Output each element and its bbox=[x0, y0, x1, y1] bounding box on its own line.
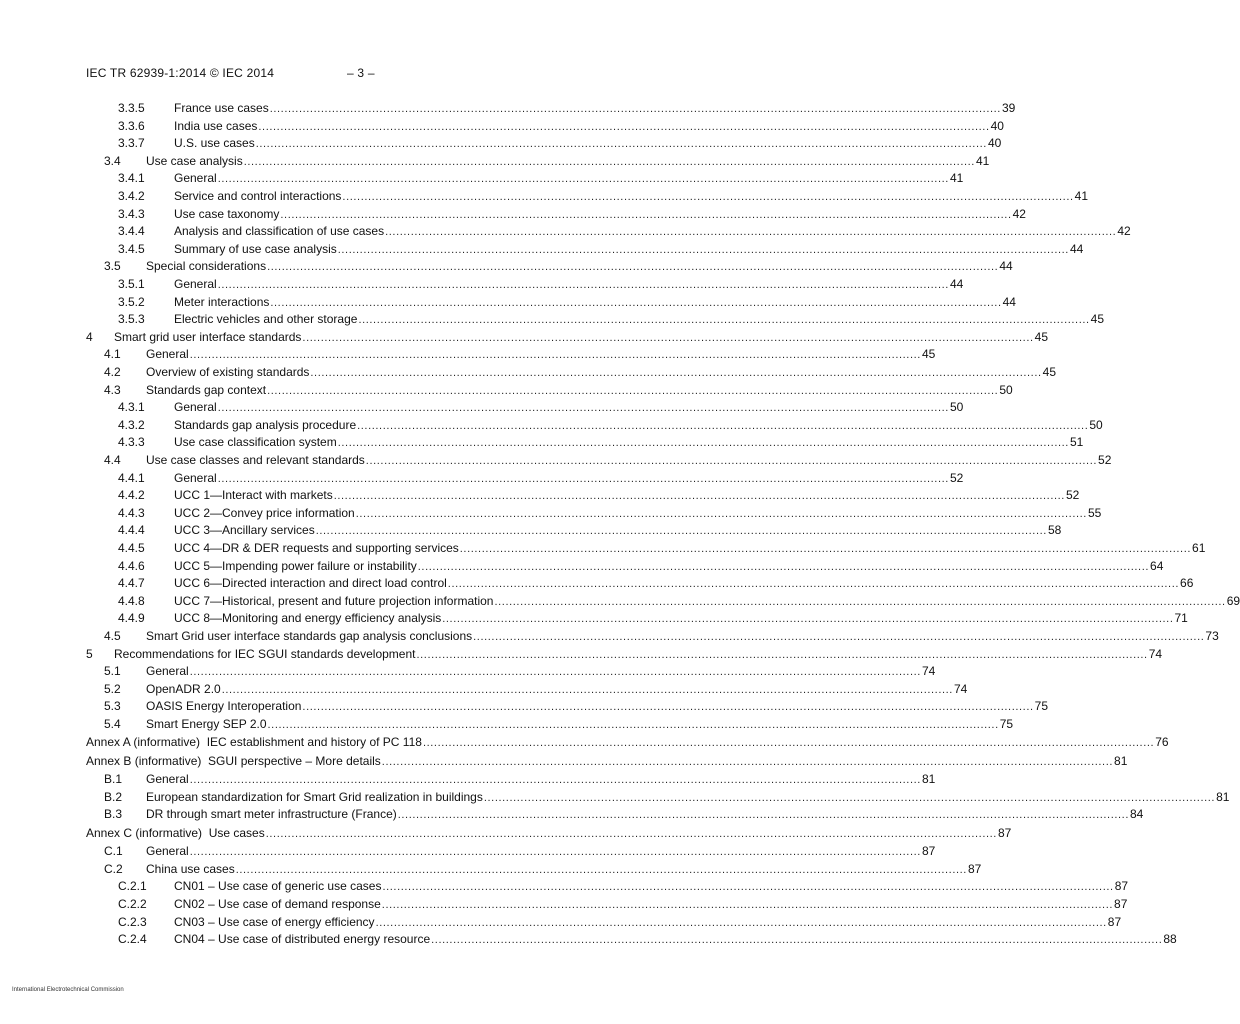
toc-entry-number: 5.3 bbox=[104, 699, 121, 714]
toc-entry-title: General bbox=[174, 470, 217, 485]
toc-entry[interactable] bbox=[86, 135, 1002, 152]
toc-entry-number: 4.2 bbox=[104, 365, 121, 379]
dot-leader: ........................................................................................................................................................................................................ bbox=[397, 809, 1129, 822]
toc-entry-number: C.2.1 bbox=[118, 879, 147, 894]
toc-entry[interactable] bbox=[86, 806, 1144, 823]
toc-entry-number: 4.4.5 bbox=[118, 541, 145, 555]
toc-entry[interactable] bbox=[86, 771, 936, 788]
toc-entry-title: CN03 – Use case of energy efficiency bbox=[174, 914, 375, 929]
toc-entry-number: 3.4.5 bbox=[118, 241, 145, 256]
toc-entry[interactable] bbox=[86, 188, 1089, 205]
toc-entry[interactable] bbox=[86, 100, 1016, 117]
toc-entry[interactable] bbox=[86, 294, 1016, 311]
toc-entry-title: General bbox=[174, 277, 217, 291]
dot-leader: ........................................................................................................................................................................................................ bbox=[217, 402, 949, 415]
toc-entry-number: 4.3.1 bbox=[118, 400, 145, 415]
dot-leader: ........................................................................................................................................................................................................ bbox=[315, 525, 1047, 538]
dot-leader: ........................................................................................................................................................................................................ bbox=[189, 666, 921, 679]
toc-entry-title: France use cases bbox=[174, 101, 269, 115]
toc-entry-number: 4 bbox=[86, 329, 93, 344]
publisher-footer: International Electrotechnical Commission bbox=[12, 987, 124, 993]
toc-entry-title: UCC 2—Convey price information bbox=[174, 505, 355, 520]
toc-entry-number: 4.4.2 bbox=[118, 488, 145, 503]
toc-entry-title: General bbox=[174, 400, 217, 415]
toc-entry[interactable] bbox=[86, 734, 1169, 751]
toc-entry-number: 4.1 bbox=[104, 347, 121, 362]
toc-entry[interactable] bbox=[86, 593, 1240, 610]
toc-entry-number: 4.4 bbox=[104, 453, 121, 467]
toc-entry-number: C.2.4 bbox=[118, 932, 147, 947]
toc-entry[interactable] bbox=[86, 206, 1026, 223]
dot-leader: ........................................................................................................................................................................................................ bbox=[375, 916, 1107, 929]
dot-leader: ........................................................................................................................................................................................................ bbox=[310, 367, 1042, 379]
toc-entry[interactable] bbox=[86, 382, 1013, 399]
toc-entry[interactable] bbox=[86, 825, 1012, 842]
toc-entry-title: General bbox=[174, 171, 217, 186]
dot-leader: ........................................................................................................................................................................................................ bbox=[358, 314, 1090, 327]
dot-leader: ........................................................................................................................................................................................................ bbox=[333, 490, 1065, 503]
dot-leader: ........................................................................................................................................................................................................ bbox=[483, 791, 1216, 804]
toc-entry-page: 52 bbox=[1065, 488, 1080, 503]
toc-entry-page: 81 bbox=[1114, 753, 1128, 768]
toc-entry[interactable] bbox=[86, 558, 1164, 575]
toc-entry[interactable] bbox=[86, 716, 1014, 733]
standard-reference: IEC TR 62939-1:2014 © IEC 2014 bbox=[86, 66, 275, 80]
toc-entry-page: 81 bbox=[921, 772, 936, 787]
toc-entry-title: General bbox=[146, 772, 189, 787]
toc-entry-page: 88 bbox=[1163, 932, 1177, 947]
toc-entry-page: 87 bbox=[1107, 914, 1122, 929]
toc-entry-page: 75 bbox=[999, 717, 1014, 731]
toc-entry-title: Smart Energy SEP 2.0 bbox=[146, 717, 267, 731]
toc-entry[interactable] bbox=[86, 878, 1129, 895]
toc-entry-title: Special considerations bbox=[146, 259, 267, 274]
toc-entry-page: 42 bbox=[1012, 206, 1026, 221]
toc-entry-page: 66 bbox=[1180, 576, 1194, 591]
toc-entry[interactable] bbox=[86, 311, 1105, 328]
toc-entry-number: 4.4.7 bbox=[118, 576, 145, 591]
toc-entry[interactable] bbox=[86, 698, 1049, 715]
toc-entry-page: 73 bbox=[1205, 629, 1219, 643]
dot-leader: ........................................................................................................................................................................................................ bbox=[265, 827, 997, 840]
toc-entry-page: 81 bbox=[1216, 789, 1230, 804]
toc-entry[interactable] bbox=[86, 170, 964, 187]
toc-entry-page: 41 bbox=[949, 171, 964, 186]
toc-entry[interactable] bbox=[86, 753, 1128, 770]
toc-entry-title: Smart grid user interface standards bbox=[114, 329, 302, 344]
toc-entry-page: 84 bbox=[1129, 807, 1144, 822]
dot-leader: ........................................................................................................................................................................................................ bbox=[267, 384, 999, 397]
toc-entry-title: CN01 – Use case of generic use cases bbox=[174, 879, 382, 894]
toc-entry-title: General bbox=[146, 347, 189, 362]
toc-entry-page: 44 bbox=[999, 259, 1013, 274]
toc-entry[interactable] bbox=[86, 223, 1131, 240]
toc-entry-title: U.S. use cases bbox=[174, 136, 255, 151]
toc-entry-page: 75 bbox=[1034, 699, 1049, 714]
toc-entry-page: 87 bbox=[1114, 897, 1128, 911]
dot-leader: ........................................................................................................................................................................................................ bbox=[235, 863, 967, 876]
toc-entry-page: 41 bbox=[1074, 189, 1089, 203]
toc-entry-title: Use case analysis bbox=[146, 153, 243, 168]
toc-entry-title: CN04 – Use case of distributed energy resource bbox=[174, 932, 431, 947]
toc-entry-page: 52 bbox=[949, 470, 964, 485]
dot-leader: ........................................................................................................................................................................................................ bbox=[382, 881, 1114, 894]
toc-entry-title: Meter interactions bbox=[174, 294, 270, 309]
toc-entry[interactable] bbox=[86, 452, 1112, 469]
dot-leader: ........................................................................................................................................................................................................ bbox=[355, 507, 1087, 520]
toc-entry-number: 4.4.9 bbox=[118, 611, 145, 626]
toc-entry[interactable] bbox=[86, 364, 1056, 381]
toc-entry-number: 3.5.2 bbox=[118, 294, 145, 309]
toc-entry-page: 87 bbox=[1114, 879, 1129, 894]
toc-entry[interactable] bbox=[86, 417, 1103, 434]
toc-entry-number: 3.4 bbox=[104, 153, 121, 168]
toc-entry-page: 87 bbox=[967, 861, 982, 876]
toc-entry-number: 4.3.2 bbox=[118, 417, 145, 432]
dot-leader: ........................................................................................................................................................................................................ bbox=[217, 472, 949, 485]
toc-entry-title: Annex A (informative) IEC establishment and history of PC 118 bbox=[86, 735, 422, 750]
toc-entry-number: 4.4.6 bbox=[118, 558, 145, 573]
toc-entry-page: 39 bbox=[1001, 101, 1016, 115]
toc-entry-number: 4.4.1 bbox=[118, 470, 145, 485]
toc-entry[interactable] bbox=[86, 276, 964, 293]
toc-entry[interactable] bbox=[86, 522, 1062, 539]
toc-entry-title: General bbox=[146, 844, 189, 859]
toc-entry-page: 58 bbox=[1047, 523, 1062, 538]
toc-entry-number: 3.5.3 bbox=[118, 312, 145, 327]
toc-entry-number: 3.3.6 bbox=[118, 118, 145, 133]
toc-entry-number: 3.3.7 bbox=[118, 136, 145, 151]
toc-entry-title: Summary of use case analysis bbox=[174, 241, 337, 256]
toc-entry[interactable] bbox=[86, 575, 1194, 592]
toc-entry-title: Smart Grid user interface standards gap analysis conclusions bbox=[146, 629, 473, 643]
dot-leader: ........................................................................................................................................................................................................ bbox=[381, 755, 1114, 768]
toc-entry-page: 74 bbox=[953, 681, 968, 696]
dot-leader: ........................................................................................................................................................................................................ bbox=[267, 261, 999, 274]
toc-entry-page: 64 bbox=[1150, 558, 1164, 573]
toc-entry-title: Use case taxonomy bbox=[174, 206, 280, 221]
toc-entry-page: 52 bbox=[1098, 453, 1112, 467]
dot-leader: ........................................................................................................................................................................................................ bbox=[365, 455, 1098, 467]
toc-entry-number: 4.4.8 bbox=[118, 593, 145, 608]
dot-leader: ........................................................................................................................................................................................................ bbox=[189, 774, 921, 787]
dot-leader: ........................................................................................................................................................................................................ bbox=[473, 631, 1205, 643]
toc-entry[interactable] bbox=[86, 241, 1084, 258]
toc-entry[interactable] bbox=[86, 896, 1128, 913]
toc-entry[interactable] bbox=[86, 346, 936, 363]
toc-entry-page: 42 bbox=[1117, 224, 1131, 239]
toc-entry-number: B.2 bbox=[104, 789, 123, 804]
dot-leader: ........................................................................................................................................................................................................ bbox=[221, 683, 953, 696]
toc-entry-number: 4.3 bbox=[104, 382, 121, 397]
toc-entry-page: 55 bbox=[1087, 505, 1102, 520]
toc-entry-title: China use cases bbox=[146, 861, 235, 876]
toc-entry-page: 44 bbox=[1002, 294, 1016, 309]
dot-leader: ........................................................................................................................................................................................................ bbox=[342, 191, 1074, 203]
toc-entry-number: C.2.3 bbox=[118, 914, 147, 929]
toc-entry-number: B.3 bbox=[104, 807, 123, 822]
toc-entry-page: 45 bbox=[1042, 365, 1056, 379]
toc-entry-page: 74 bbox=[1148, 646, 1163, 661]
toc-entry-page: 40 bbox=[987, 136, 1002, 151]
toc-entry-page: 45 bbox=[1034, 329, 1049, 344]
dot-leader: ........................................................................................................................................................................................................ bbox=[258, 120, 990, 133]
dot-leader: ........................................................................................................................................................................................................ bbox=[217, 279, 949, 291]
toc-entry-number: 4.3.3 bbox=[118, 435, 145, 450]
toc-entry[interactable] bbox=[86, 399, 964, 416]
dot-leader: ........................................................................................................................................................................................................ bbox=[267, 719, 999, 731]
toc-entry-title: UCC 4—DR & DER requests and supporting services bbox=[174, 541, 459, 555]
toc-entry-page: 44 bbox=[949, 277, 964, 291]
toc-entry-title: European standardization for Smart Grid realization in buildings bbox=[146, 789, 483, 804]
toc-entry-number: 3.4.1 bbox=[118, 171, 145, 186]
toc-entry-page: 51 bbox=[1069, 435, 1084, 450]
toc-entry-number: 3.5 bbox=[104, 259, 121, 274]
page-number: – 3 – bbox=[347, 66, 375, 80]
dot-leader: ........................................................................................................................................................................................................ bbox=[337, 437, 1069, 450]
dot-leader: ........................................................................................................................................................................................................ bbox=[189, 349, 921, 362]
toc-entry-title: Service and control interactions bbox=[174, 189, 342, 203]
toc-entry-title: Analysis and classification of use cases bbox=[174, 224, 385, 239]
toc-entry-number: 4.4.4 bbox=[118, 523, 145, 538]
toc-entry-number: B.1 bbox=[104, 772, 123, 787]
dot-leader: ........................................................................................................................................................................................................ bbox=[217, 173, 949, 186]
dot-leader: ........................................................................................................................................................................................................ bbox=[416, 648, 1148, 661]
dot-leader: ........................................................................................................................................................................................................ bbox=[302, 701, 1034, 714]
toc-entry-title: Overview of existing standards bbox=[146, 365, 310, 379]
toc-entry-page: 74 bbox=[921, 664, 936, 679]
toc-entry-page: 69 bbox=[1226, 593, 1240, 608]
dot-leader: ........................................................................................................................................................................................................ bbox=[280, 208, 1012, 221]
dot-leader: ........................................................................................................................................................................................................ bbox=[459, 543, 1192, 555]
toc-entry[interactable] bbox=[86, 329, 1049, 346]
dot-leader: ........................................................................................................................................................................................................ bbox=[189, 846, 921, 859]
toc-entry-number: C.2.2 bbox=[118, 897, 147, 911]
toc-entry[interactable] bbox=[86, 610, 1188, 627]
toc-entry-page: 61 bbox=[1192, 541, 1206, 555]
toc-entry-number: 3.3.5 bbox=[118, 101, 145, 115]
toc-entry-title: General bbox=[146, 664, 189, 679]
toc-entry-title: UCC 5—Impending power failure or instability bbox=[174, 558, 417, 573]
toc-entry[interactable] bbox=[86, 789, 1230, 806]
toc-entry[interactable] bbox=[86, 914, 1122, 931]
dot-leader: ........................................................................................................................................................................................................ bbox=[422, 737, 1155, 750]
toc-entry-page: 76 bbox=[1155, 735, 1169, 750]
toc-entry[interactable] bbox=[86, 540, 1206, 557]
toc-entry-title: Recommendations for IEC SGUI standards development bbox=[114, 646, 416, 661]
dot-leader: ........................................................................................................................................................................................................ bbox=[243, 155, 975, 168]
toc-entry-number: 3.4.2 bbox=[118, 189, 145, 203]
toc-entry-number: 5 bbox=[86, 646, 93, 661]
dot-leader: ........................................................................................................................................................................................................ bbox=[302, 331, 1034, 344]
toc-entry-page: 41 bbox=[975, 153, 990, 168]
toc-entry[interactable] bbox=[86, 505, 1102, 522]
toc-entry[interactable] bbox=[86, 843, 936, 860]
toc-entry-page: 50 bbox=[999, 382, 1013, 397]
dot-leader: ........................................................................................................................................................................................................ bbox=[442, 613, 1174, 626]
toc-entry-page: 40 bbox=[990, 118, 1004, 133]
dot-leader: ........................................................................................................................................................................................................ bbox=[494, 595, 1226, 608]
dot-leader: ........................................................................................................................................................................................................ bbox=[269, 103, 1001, 115]
toc-entry-title: Annex B (informative) SGUI perspective – More details bbox=[86, 753, 381, 768]
toc-entry-title: Standards gap analysis procedure bbox=[174, 417, 357, 432]
toc-entry[interactable] bbox=[86, 663, 936, 680]
toc-entry-title: Use case classification system bbox=[174, 435, 337, 450]
dot-leader: ........................................................................................................................................................................................................ bbox=[357, 419, 1089, 432]
dot-leader: ........................................................................................................................................................................................................ bbox=[447, 578, 1180, 591]
toc-entry[interactable] bbox=[86, 487, 1080, 504]
toc-entry-number: 4.5 bbox=[104, 629, 121, 643]
toc-entry-title: DR through smart meter infrastructure (France) bbox=[146, 807, 397, 822]
toc-entry-number: 5.2 bbox=[104, 681, 121, 696]
dot-leader: ........................................................................................................................................................................................................ bbox=[431, 934, 1163, 947]
page-header bbox=[86, 66, 646, 82]
toc-entry-title: Electric vehicles and other storage bbox=[174, 312, 358, 327]
toc-entry-number: 4.4.3 bbox=[118, 505, 145, 520]
toc-entry-number: 3.4.3 bbox=[118, 206, 145, 221]
toc-entry[interactable] bbox=[86, 118, 1004, 135]
toc-entry-title: CN02 – Use case of demand response bbox=[174, 897, 381, 911]
toc-entry-title: UCC 1—Interact with markets bbox=[174, 488, 333, 503]
dot-leader: ........................................................................................................................................................................................................ bbox=[337, 243, 1069, 256]
toc-entry-number: C.1 bbox=[104, 844, 123, 859]
toc-entry-number: 3.5.1 bbox=[118, 277, 145, 291]
toc-entry-page: 71 bbox=[1174, 611, 1188, 626]
toc-entry-page: 45 bbox=[921, 347, 936, 362]
dot-leader: ........................................................................................................................................................................................................ bbox=[381, 899, 1114, 911]
toc-entry[interactable] bbox=[86, 681, 968, 698]
toc-entry[interactable] bbox=[86, 470, 964, 487]
toc-entry-title: OpenADR 2.0 bbox=[146, 681, 221, 696]
toc-entry-number: 3.4.4 bbox=[118, 224, 145, 239]
toc-entry-title: Use case classes and relevant standards bbox=[146, 453, 365, 467]
toc-entry[interactable] bbox=[86, 861, 982, 878]
dot-leader: ........................................................................................................................................................................................................ bbox=[417, 560, 1150, 573]
toc-entry-page: 50 bbox=[949, 400, 964, 415]
toc-entry-page: 44 bbox=[1069, 241, 1084, 256]
toc-entry-number: C.2 bbox=[104, 861, 123, 876]
toc-entry[interactable] bbox=[86, 258, 1013, 275]
toc-entry-title: UCC 7—Historical, present and future projection information bbox=[174, 593, 494, 608]
toc-entry-page: 87 bbox=[921, 844, 936, 859]
toc-entry[interactable] bbox=[86, 931, 1177, 948]
toc-entry[interactable] bbox=[86, 628, 1219, 645]
toc-entry-title: India use cases bbox=[174, 118, 258, 133]
dot-leader: ........................................................................................................................................................................................................ bbox=[255, 138, 987, 151]
toc-entry-number: 5.4 bbox=[104, 717, 121, 731]
toc-entry-page: 50 bbox=[1089, 417, 1103, 432]
toc-entry-title: UCC 6—Directed interaction and direct load control bbox=[174, 576, 447, 591]
toc-entry[interactable] bbox=[86, 646, 1163, 663]
toc-entry[interactable] bbox=[86, 153, 990, 170]
toc-entry-title: UCC 8—Monitoring and energy efficiency analysis bbox=[174, 611, 442, 626]
toc-entry-number: 5.1 bbox=[104, 664, 121, 679]
toc-entry-page: 87 bbox=[997, 825, 1012, 840]
toc-entry-page: 45 bbox=[1090, 312, 1105, 327]
dot-leader: ........................................................................................................................................................................................................ bbox=[270, 296, 1002, 309]
toc-entry-title: Standards gap context bbox=[146, 382, 267, 397]
toc-entry-title: Annex C (informative) Use cases bbox=[86, 825, 265, 840]
toc-entry-title: UCC 3—Ancillary services bbox=[174, 523, 315, 538]
toc-entry-title: OASIS Energy Interoperation bbox=[146, 699, 302, 714]
toc-entry[interactable] bbox=[86, 434, 1084, 451]
dot-leader: ........................................................................................................................................................................................................ bbox=[385, 226, 1117, 239]
